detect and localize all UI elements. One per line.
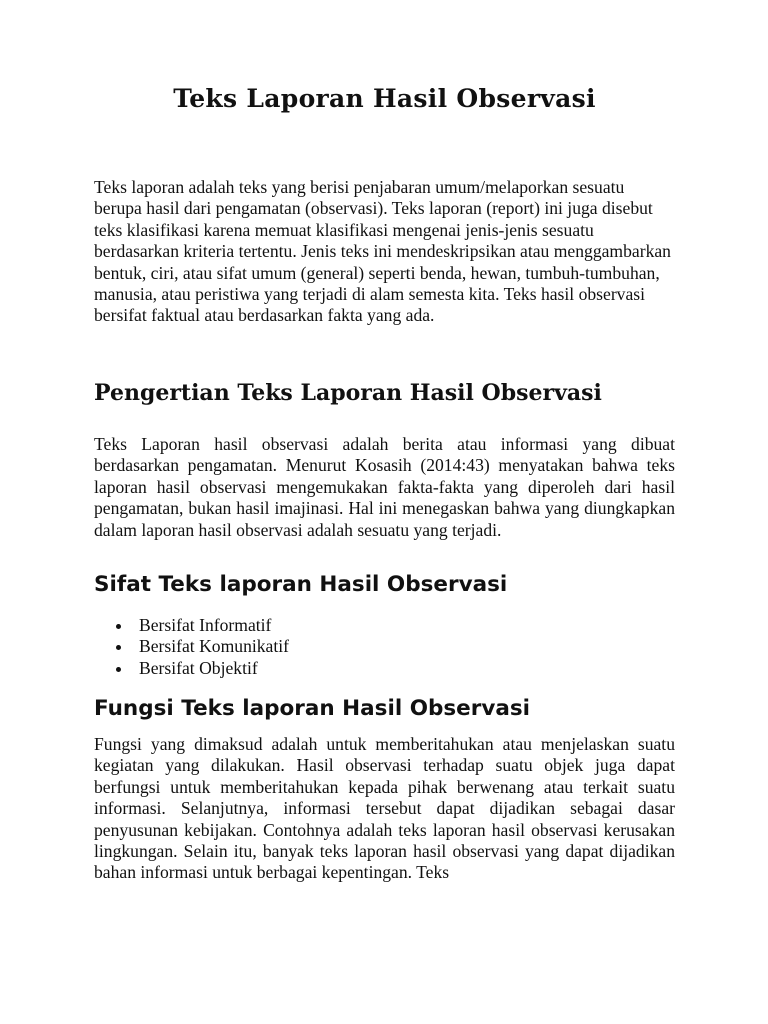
list-item bbox=[94, 636, 289, 657]
bullet-icon bbox=[116, 624, 121, 629]
document-title: Teks Laporan Hasil Observasi bbox=[173, 84, 596, 113]
list-item-label: Bersifat Informatif bbox=[139, 615, 272, 635]
list-item-label: Bersifat Objektif bbox=[139, 657, 258, 678]
list-item-label: Bersifat Komunikatif bbox=[139, 636, 290, 657]
list-item bbox=[94, 658, 289, 679]
intro-paragraph: Teks laporan adalah teks yang berisi penjabaran umum/melaporkan sesuatu berupa hasil dari pengamatan (observasi). Teks laporan (report) ini juga disebut teks klasifikasi karena memuat klasifikasi mengenai jenis-jenis sesuatu berdasarkan kriteria tertentu. Jenis teks ini mendeskripsikan atau menggambarkan bentuk, ciri, atau sifat umum (general) seperti benda, hewan, tumbuh-tumbuhan, manusia, atau peristiwa yang terjadi di alam semesta kita. Teks hasil observasi bersifat faktual atau berdasarkan fakta yang ada. bbox=[94, 177, 671, 326]
bullet-icon bbox=[116, 667, 121, 672]
section-heading-fungsi: Fungsi Teks laporan Hasil Observasi bbox=[94, 696, 531, 721]
section-heading-sifat: Sifat Teks laporan Hasil Observasi bbox=[94, 572, 508, 597]
section-body-fungsi: Fungsi yang dimaksud adalah untuk memberitahukan atau menjelaskan suatu kegiatan yang dilakukan. Hasil observasi terhadap suatu objek juga dapat berfungsi untuk memberitahukan kepada pihak berwenang atau terkait suatu informasi. Selanjutnya, informasi tersebut dapat dijadikan sebagai dasar penyusunan kebijakan. Contohnya adalah teks laporan hasil observasi kerusakan lingkungan. Selain itu, banyak teks laporan hasil observasi yang dapat dijadikan bahan informasi untuk berbagai kepentingan. Teks bbox=[94, 734, 675, 883]
section-heading-pengertian: Pengertian Teks Laporan Hasil Observasi bbox=[94, 380, 602, 406]
list-item bbox=[94, 615, 289, 636]
bullet-icon bbox=[116, 645, 121, 650]
section-body-pengertian: Teks Laporan hasil observasi adalah berita atau informasi yang dibuat berdasarkan pengamatan. Menurut Kosasih (2014:43) menyatakan bahwa teks laporan hasil observasi mengemukakan fakta-fakta yang diperoleh dari hasil pengamatan, bukan hasil imajinasi. Hal ini menegaskan bahwa yang diungkapkan dalam laporan hasil observasi adalah sesuatu yang terjadi. bbox=[94, 434, 675, 540]
sifat-list bbox=[94, 615, 289, 679]
